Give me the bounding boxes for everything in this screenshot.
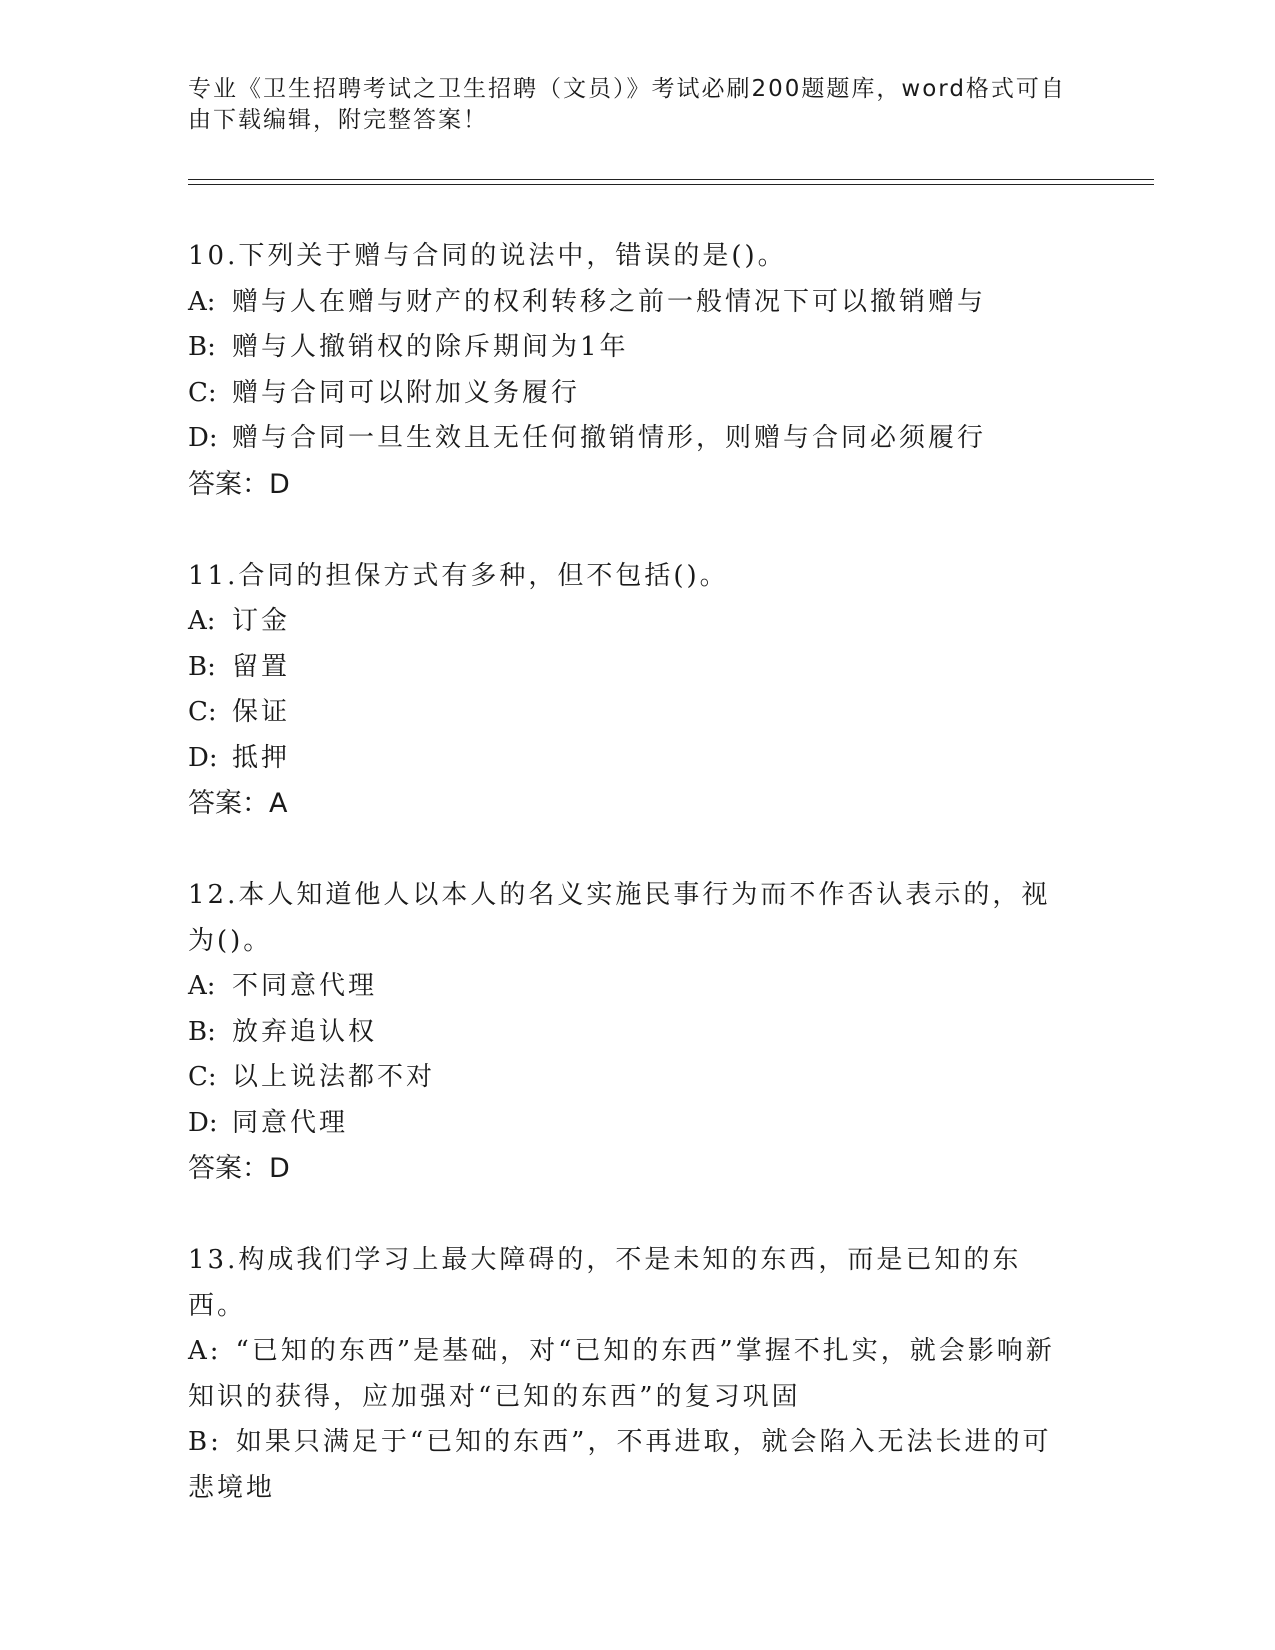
option-text: 赠与人在赠与财产的权利转移之前一般情况下可以撤销赠与 <box>232 286 987 317</box>
option-text: “已知的东西”是基础，对“已知的东西”掌握不扎实，就会影响新知识的获得，应加强对“已知的东西”的复习巩固 <box>188 1336 1055 1412</box>
option-d <box>188 1101 1088 1147</box>
option-b <box>188 1420 1068 1511</box>
question-item <box>188 234 1088 508</box>
option-text: 赠与人撤销权的除斥期间为1年 <box>232 332 629 362</box>
option-letter: A: <box>188 286 216 317</box>
option-b <box>188 325 1088 371</box>
option-a <box>188 964 1088 1010</box>
question-text: 11.合同的担保方式有多种，但不包括()。 <box>188 560 729 591</box>
option-letter: B: <box>188 332 216 362</box>
option-text: 赠与合同一旦生效且无任何撤销情形，则赠与合同必须履行 <box>232 423 987 453</box>
option-letter: D: <box>188 423 218 453</box>
option-a <box>188 599 1088 645</box>
question-item <box>188 554 1088 828</box>
option-text: 不同意代理 <box>232 971 378 1001</box>
question-list <box>188 234 1088 1557</box>
option-letter: B: <box>188 1427 222 1457</box>
option-letter: D: <box>188 1107 218 1138</box>
option-b <box>188 645 1088 691</box>
option-letter: C: <box>188 1062 217 1092</box>
option-letter: A: <box>188 1336 222 1366</box>
option-text: 留置 <box>232 651 291 682</box>
question-text: 10.下列关于赠与合同的说法中，错误的是()。 <box>188 241 787 271</box>
option-d <box>188 416 1088 462</box>
header-divider-top <box>188 179 1154 180</box>
option-text: 订金 <box>232 606 291 636</box>
option-text: 同意代理 <box>232 1107 349 1138</box>
option-text: 保证 <box>232 697 291 727</box>
answer-line: 答案：D <box>188 468 290 500</box>
option-text: 赠与合同可以附加义务履行 <box>232 377 581 408</box>
option-letter: A: <box>188 971 216 1001</box>
option-a <box>188 280 1088 326</box>
option-text: 如果只满足于“已知的东西”，不再进取，就会陷入无法长进的可悲境地 <box>188 1427 1052 1503</box>
option-text: 抵押 <box>232 742 291 773</box>
option-a <box>188 1329 1068 1420</box>
option-c <box>188 690 1088 736</box>
option-c <box>188 1055 1088 1101</box>
option-text: 放弃追认权 <box>232 1016 378 1047</box>
header-line-1: 专业《卫生招聘考试之卫生招聘（文员）》考试必刷200题题库，word格式可自 <box>188 76 1066 102</box>
option-d <box>188 736 1088 782</box>
question-item <box>188 873 1088 1192</box>
document-header <box>188 74 1068 136</box>
option-letter: C: <box>188 377 217 408</box>
answer-line: 答案：A <box>188 788 288 819</box>
option-c <box>188 371 1088 417</box>
option-letter: B: <box>188 1016 216 1047</box>
option-text: 以上说法都不对 <box>232 1062 436 1092</box>
header-line-2: 由下载编辑，附完整答案！ <box>188 107 488 133</box>
option-letter: D: <box>188 742 218 773</box>
question-text: 12.本人知道他人以本人的名义实施民事行为而不作否认表示的，视为()。 <box>188 880 1051 956</box>
question-item <box>188 1238 1088 1511</box>
option-b <box>188 1010 1088 1056</box>
question-text: 13.构成我们学习上最大障碍的，不是未知的东西，而是已知的东西。 <box>188 1245 1022 1321</box>
header-divider-bottom <box>188 184 1154 185</box>
option-letter: C: <box>188 697 217 727</box>
option-letter: B: <box>188 651 216 682</box>
answer-line: 答案：D <box>188 1153 290 1184</box>
option-letter: A: <box>188 606 216 636</box>
